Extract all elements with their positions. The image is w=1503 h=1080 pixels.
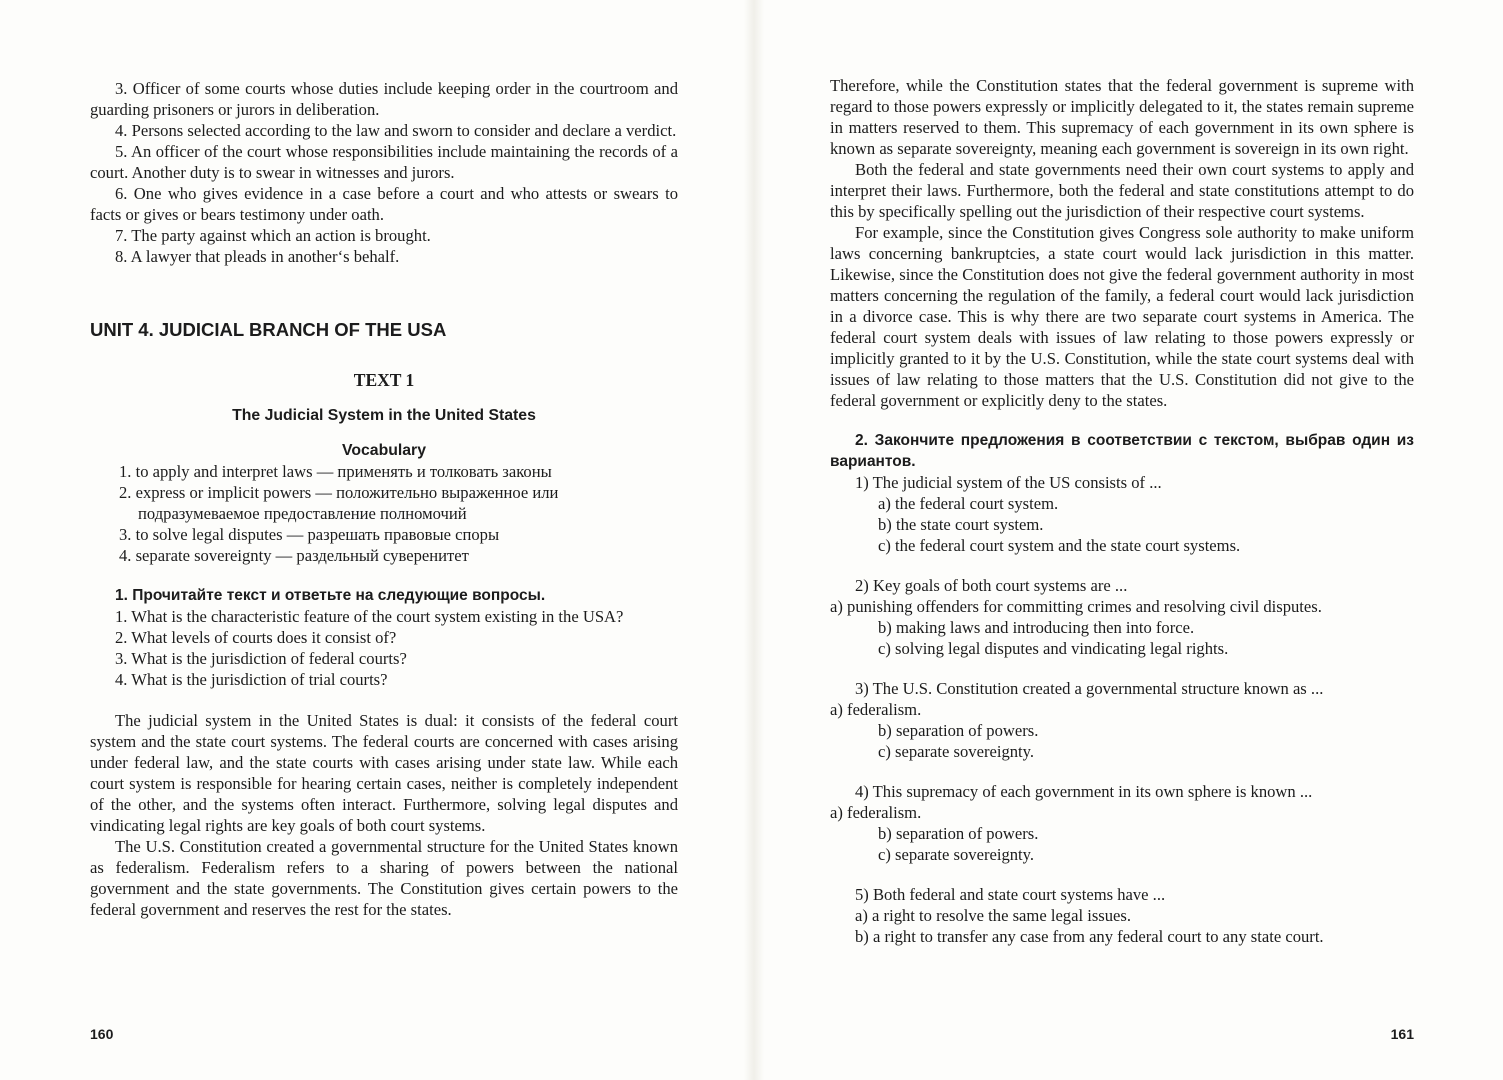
exercise-question: 1. What is the characteristic feature of the court system existing in the USA? [115,607,624,626]
definition-item: 5. An officer of the court whose responsibilities include maintaining the records of a court. Another duty is to swear in witnesses and jurors. [90,142,678,182]
question-stem: 5) Both federal and state court systems have ... [855,885,1166,904]
question-stem: 3) The U.S. Constitution created a governmental structure known as ... [855,679,1324,698]
question-option: c) separate sovereignty. [878,845,1035,864]
question-block [830,575,1414,659]
definition-item: 4. Persons selected according to the law and sworn to consider and declare a verdict. [115,121,677,140]
exercise-question: 3. What is the jurisdiction of federal courts? [115,649,407,668]
vocabulary-item: 3. to solve legal disputes — разрешать правовые споры [119,525,500,544]
numbered-definitions [90,78,678,267]
body-paragraph: For example, since the Constitution gives Congress sole authority to make uniform laws concerning bankruptcies, a state court would lack jurisdiction in this matter. Likewise, since the Constitution does not give the federal government authority in most matters concerning the regulation of the family, a federal court would lack jurisdiction in a divorce case. This is why there are two separate court systems in America. The federal court system deals with issues of law relating to those powers expressly or implicitly granted to it by the U.S. Constitution, while the state court systems deal with issues of law relating to those matters that the U.S. Constitution did not give to the federal government or explicitly deny to the states. [830,223,1414,410]
vocabulary-item: 2. express or implicit powers — положительно выраженное или подразумеваемое предоставление полномочий [119,483,559,523]
exercise-question: 4. What is the jurisdiction of trial courts? [115,670,388,689]
text-title: The Judicial System in the United States [232,407,536,424]
page-number-right: 161 [1390,1026,1414,1042]
question-block [830,884,1414,947]
body-paragraph: The U.S. Constitution created a governmental structure for the United States known as federalism. Federalism refers to a sharing of powers between the national government and the state governments. The Constitution gives certain powers to the federal government and reserves the rest for the states. [90,837,678,919]
question-option: b) making laws and introducing then into force. [878,618,1195,637]
question-option: a) the federal court system. [878,494,1059,513]
question-option: b) a right to transfer any case from any federal court to any state court. [855,927,1324,946]
definition-item: 8. A lawyer that pleads in another‘s behalf. [115,247,400,266]
definition-item: 7. The party against which an action is brought. [115,226,431,245]
vocabulary-item: 1. to apply and interpret laws — применять и толковать законы [119,462,552,481]
unit-title: UNIT 4. JUDICIAL BRANCH OF THE USA [90,319,447,340]
question-option: b) separation of powers. [878,721,1039,740]
right-page [830,0,1414,1080]
question-option: c) the federal court system and the state court systems. [878,536,1241,555]
body-text [830,75,1414,411]
question-option: a) federalism. [830,803,922,822]
text-number: TEXT 1 [353,370,415,390]
question-option: a) punishing offenders for committing crimes and resolving civil disputes. [830,597,1322,616]
question-option: c) separate sovereignty. [878,742,1035,761]
exercise-question: 2. What levels of courts does it consist of? [115,628,397,647]
vocabulary-heading: Vocabulary [342,442,426,459]
vocabulary-item: 4. separate sovereignty — раздельный суверенитет [119,546,469,565]
body-paragraph: Both the federal and state governments need their own court systems to apply and interpret their laws. Furthermore, both the federal and state constitutions attempt to do this by specifically spelling out the jurisdiction of their respective court systems. [830,160,1414,221]
question-block [830,678,1414,762]
exercise-2-title: 2. Закончите предложения в соответствии с текстом, выбрав один из вариантов. [830,432,1414,470]
question-option: c) solving legal disputes and vindicating legal rights. [878,639,1229,658]
question-option: b) separation of powers. [878,824,1039,843]
question-option: a) a right to resolve the same legal issues. [855,906,1132,925]
body-paragraph: Therefore, while the Constitution states that the federal government is supreme with regard to those powers expressly or implicitly delegated to it, the states remain supreme in matters reserved to them. This supremacy of each government in its own sphere is known as separate sovereignty, meaning each government is sovereign in its own right. [830,76,1414,158]
question-option: a) federalism. [830,700,922,719]
page-number-left: 160 [90,1026,114,1042]
question-stem: 4) This supremacy of each government in its own sphere is known ... [855,782,1313,801]
definition-item: 6. One who gives evidence in a case before a court and who attests or swears to facts or gives or bears testimony under oath. [90,184,678,224]
exercise-1-title: 1. Прочитайте текст и ответьте на следующие вопросы. [115,587,546,604]
definition-item: 3. Officer of some courts whose duties include keeping order in the courtroom and guarding prisoners or jurors in deliberation. [90,79,678,119]
left-page [90,0,678,1080]
book-gutter [744,0,764,1080]
question-stem: 2) Key goals of both court systems are ... [855,576,1128,595]
question-stem: 1) The judicial system of the US consists of ... [855,473,1162,492]
vocabulary-list [90,461,678,566]
question-option: b) the state court system. [878,515,1044,534]
body-text [90,710,678,920]
exercise-1-questions [90,606,678,690]
question-block [830,472,1414,556]
body-paragraph: The judicial system in the United States is dual: it consists of the federal court system and the state court systems. The federal courts are concerned with cases arising under federal law, and the state courts with cases arising under state law. While each court system is responsible for hearing certain cases, neither is completely independent of the other, and the systems often interact. Furthermore, solving legal disputes and vindicating legal rights are key goals of both court systems. [90,711,678,835]
question-block [830,781,1414,865]
